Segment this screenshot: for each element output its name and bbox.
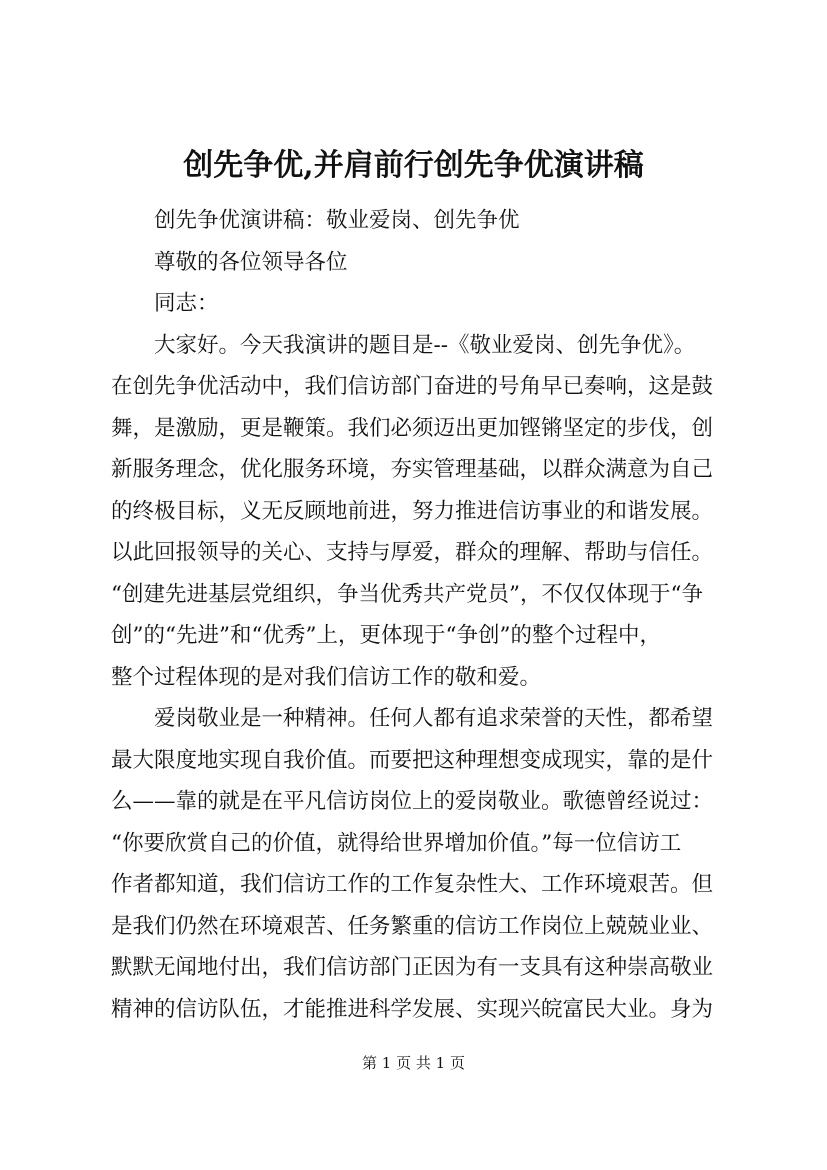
body-line: 舞，是激励，更是鞭策。我们必须迈出更加铿锵坚定的步伐，创 <box>111 415 714 441</box>
body-line: 精神的信访队伍，才能推进科学发展、实现兴皖富民大业。身为 <box>111 996 714 1022</box>
body-line: 最大限度地实现自我价值。而要把这种理想变成现实，靠的是什 <box>111 747 714 773</box>
body-line: 同志： <box>154 291 219 316</box>
body-line: “你要欣赏自己的价值，就得给世界增加价值。”每一位信访工 <box>111 830 682 856</box>
body-line: 默默无闻地付出，我们信访部门正因为有一支具有这种崇高敬业 <box>111 955 714 980</box>
document-body <box>111 200 741 1030</box>
body-line: 创先争优演讲稿：敬业爱岗、创先争优 <box>154 208 520 233</box>
body-line: 整个过程体现的是对我们信访工作的敬和爱。 <box>111 664 542 690</box>
page-footer: 第 1 页 共 1 页 <box>362 1054 465 1072</box>
body-line: 新服务理念，优化服务环境，夯实管理基础，以群众满意为自己 <box>111 457 714 482</box>
body-line: 在创先争优活动中，我们信访部门奋进的号角早已奏响，这是鼓 <box>111 374 714 399</box>
body-line: 尊敬的各位领导各位 <box>154 249 348 275</box>
document-title: 创先争优,并肩前行创先争优演讲稿 <box>183 148 644 183</box>
body-line: 么——靠的就是在平凡信访岗位上的爱岗敬业。歌德曾经说过： <box>111 789 714 814</box>
body-line: 创”的“先进”和“优秀”上，更体现于“争创”的整个过程中， <box>111 623 661 648</box>
body-line: 爱岗敬业是一种精神。任何人都有追求荣誉的天性，都希望 <box>154 706 714 731</box>
body-line: 大家好。今天我演讲的题目是--《敬业爱岗、创先争优》。 <box>154 332 696 358</box>
body-line: 的终极目标，义无反顾地前进，努力推进信访事业的和谐发展。 <box>111 498 714 524</box>
body-line: “创建先进基层党组织，争当优秀共产党员”，不仅仅体现于“争 <box>111 581 703 607</box>
body-line: 以此回报领导的关心、支持与厚爱，群众的理解、帮助与信任。 <box>111 540 714 565</box>
body-line: 是我们仍然在环境艰苦、任务繁重的信访工作岗位上兢兢业业、 <box>111 913 714 939</box>
body-line: 作者都知道，我们信访工作的工作复杂性大、工作环境艰苦。但 <box>111 872 714 897</box>
